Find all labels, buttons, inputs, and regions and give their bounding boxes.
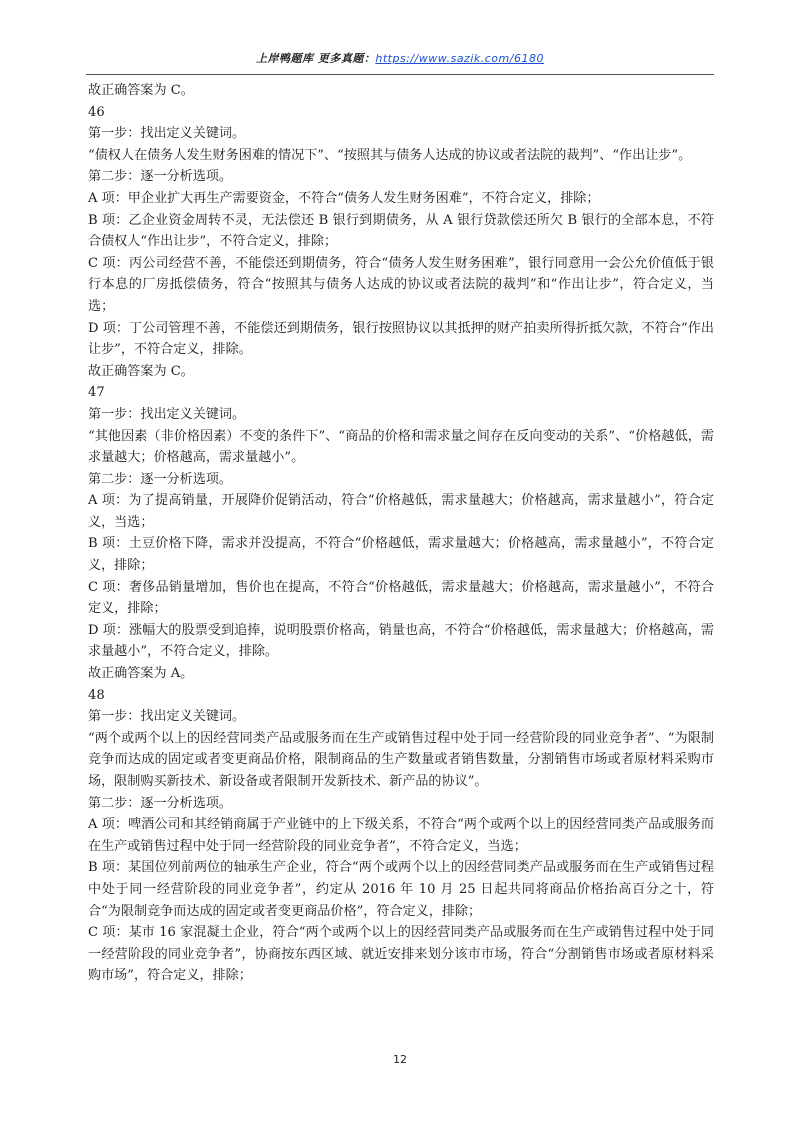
option-paragraph: D 项：丁公司管理不善，不能偿还到期债务，银行按照协议以其抵押的财产拍卖所得折抵欠款，不符合“作出让步”，不符合定义，排除。: [88, 320, 714, 358]
option-paragraph: A 项：甲企业扩大再生产需要资金，不符合“债务人发生财务困难”，不符合定义，排除；: [88, 190, 600, 206]
keyword-paragraph: “债权人在债务人发生财务困难的情况下”、“按照其与债务人达成的协议或者法院的裁判”、“作出让步”。: [88, 147, 692, 163]
option-paragraph: C 项：奢侈品销量增加，售价也在提高，不符合“价格越低，需求量越大；价格越高，需求量越小”，不符合定义，排除；: [88, 579, 714, 617]
keyword-paragraph: “两个或两个以上的因经营同类产品或服务而在生产或销售过程中处于同一经营阶段的同业竞争者”、“为限制竞争而达成的固定或者变更商品价格，限制商品的生产数量或者销售数量，分割销售市场或者原材料采购市场，限制购买新技术、新设备或者限制开发新技术、新产品的协议”。: [88, 730, 714, 789]
option-paragraph: B 项：乙企业资金周转不灵，无法偿还 B 银行到期债务，从 A 银行贷款偿还所欠 B 银行的全部本息，不符合债权人“作出让步”，不符合定义，排除；: [88, 212, 714, 250]
option-paragraph: A 项：啤酒公司和其经销商属于产业链中的上下级关系，不符合“两个或两个以上的因经营同类产品或服务而在生产或销售过程中处于同一经营阶段的同业竞争者”，不符合定义，当选；: [88, 817, 714, 854]
document-body: [88, 80, 714, 987]
step-heading: 第二步：逐一分析选项。: [88, 471, 233, 487]
question-number: 48: [88, 687, 105, 703]
option-paragraph: C 项：某市 16 家混凝土企业，符合“两个或两个以上的因经营同类产品或服务而在生产或销售过程中处于同一经营阶段的同业竞争者”，协商按东西区域、就近安排来划分该市市场，符合“分割销售市场或者原材料采购市场”，符合定义，排除；: [88, 925, 714, 984]
step-heading: 第一步：找出定义关键词。: [88, 406, 246, 422]
question-number: 47: [88, 385, 105, 401]
header-link[interactable]: https://www.sazik.com/6180: [375, 52, 544, 65]
header-label: 上岸鸭题库 更多真题：: [256, 52, 376, 65]
step-heading: 第二步：逐一分析选项。: [88, 169, 233, 185]
header-divider: [86, 74, 714, 75]
step-heading: 第二步：逐一分析选项。: [88, 795, 233, 811]
option-paragraph: A 项：为了提高销量，开展降价促销活动，符合“价格越低，需求量越大；价格越高，需求量越小”，符合定义，当选；: [88, 493, 714, 530]
question-number: 46: [88, 104, 105, 120]
option-paragraph: B 项：土豆价格下降，需求并没提高，不符合“价格越低，需求量越大；价格越高，需求量越小”，不符合定义，排除；: [88, 536, 714, 574]
answer-line: 故正确答案为 C。: [88, 83, 194, 98]
option-paragraph: B 项：某国位列前两位的轴承生产企业，符合“两个或两个以上的因经营同类产品或服务而在生产或销售过程中处于同一经营阶段的同业竞争者”，约定从 2016 年 10 月 25 日起共同将商品价格抬高百分之十，符合“为限制竞争而达成的固定或者变更商品价格”，符合定义，排除；: [88, 860, 714, 919]
page-number: 12: [393, 1053, 407, 1066]
answer-line: 故正确答案为 A。: [88, 666, 194, 682]
step-heading: 第一步：找出定义关键词。: [88, 709, 246, 725]
answer-line: 故正确答案为 C。: [88, 363, 194, 379]
step-heading: 第一步：找出定义关键词。: [88, 126, 246, 142]
option-paragraph: D 项：涨幅大的股票受到追捧，说明股票价格高，销量也高，不符合“价格越低，需求量越大；价格越高，需求量越小”，不符合定义，排除。: [88, 622, 714, 660]
keyword-paragraph: “其他因素（非价格因素）不变的条件下”、“商品的价格和需求量之间存在反向变动的关系”、“价格越低，需求量越大；价格越高，需求量越小”。: [88, 428, 714, 466]
page-header: [0, 50, 800, 66]
option-paragraph: C 项：丙公司经营不善，不能偿还到期债务，符合“债务人发生财务困难”，银行同意用一会公允价值低于银行本息的厂房抵偿债务，符合“按照其与债务人达成的协议或者法院的裁判”和“作出让步”，符合定义，当选；: [88, 255, 714, 314]
